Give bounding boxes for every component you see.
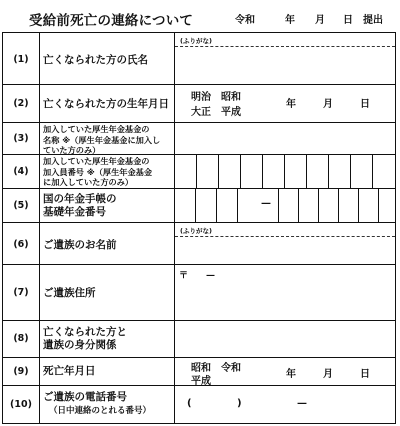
digit-box[interactable] [338,189,358,223]
row-number: (5) [13,200,29,211]
survivor-phone-label: ご遺族の電話番号 [43,391,127,403]
pension-number-dash: — [261,198,271,209]
digit-box[interactable] [174,189,195,223]
digit-box[interactable] [306,155,328,189]
row-number: (7) [13,287,29,298]
furigana-label: (ふりがな) [180,227,212,235]
month-label: 月 [315,15,325,26]
digit-box[interactable] [284,155,306,189]
furigana-label: (ふりがな) [180,37,212,45]
row-death-date [3,357,395,386]
row-number: (2) [13,98,29,109]
death-date-label: 死亡年月日 [43,365,96,377]
digit-box[interactable] [218,155,240,189]
era-options-bottom: 平成 [191,376,211,387]
era-options-top: 昭和 令和 [191,363,241,374]
era-options-bottom: 大正 平成 [191,107,241,118]
phone-open-paren: ( [187,398,192,409]
postal-code-mark: 〒 — [179,271,216,281]
row-pension-fund-name [3,122,395,155]
digit-box[interactable] [196,155,218,189]
row-deceased-birthdate [3,84,395,123]
day-label: 日 [343,15,353,26]
reiwa-label: 令和 [235,15,255,26]
member-number-digit-boxes[interactable] [174,155,395,189]
survivor-phone-field[interactable] [176,388,393,422]
basic-pension-number-boxes[interactable] [174,189,395,223]
pension-member-number-label: 加入していた厚生年金基金の 加入員番号 ※（厚生年金基金 に加入していた方のみ） [43,156,153,187]
row-survivor-address [3,264,395,321]
relationship-label: 亡くなられた方と 遺族の身分関係 [43,326,127,351]
phone-sublabel: （日中連絡のとれる番号） [49,406,152,416]
row-number: (10) [10,399,32,410]
row-number: (8) [13,333,29,344]
row-number: (4) [13,166,29,177]
death-notification-form [2,32,396,424]
submit-label: 提出 [363,15,383,26]
digit-box[interactable] [298,189,318,223]
form-header [3,0,397,32]
survivor-address-field[interactable] [176,281,393,319]
day-label: 日 [360,99,370,110]
basic-pension-number-label: 国の年金手帳の 基礎年金番号 [43,193,117,218]
phone-dash: — [297,398,307,409]
deceased-name-field[interactable] [176,48,393,82]
row-number: (6) [13,239,29,250]
row-pension-member-number [3,154,395,189]
row-number: (9) [13,366,29,377]
digit-box[interactable] [195,189,216,223]
digit-box[interactable] [237,189,258,223]
digit-box[interactable] [262,155,284,189]
digit-box[interactable] [378,189,395,223]
phone-close-paren: ) [237,398,242,409]
pension-fund-name-field[interactable] [176,125,393,153]
month-label: 月 [323,99,333,110]
survivor-name-label: ご遺族のお名前 [43,239,117,251]
deceased-birthdate-label: 亡くなられた方の生年月日 [43,98,169,110]
digit-box[interactable] [350,155,372,189]
digit-box[interactable] [328,155,350,189]
row-number: (1) [13,54,29,65]
relationship-field[interactable] [176,323,393,356]
digit-box[interactable] [358,189,378,223]
survivor-name-field[interactable] [176,238,393,263]
year-label: 年 [285,15,295,26]
row-survivor-phone [3,385,395,424]
row-survivor-name [3,222,395,265]
row-deceased-name [3,33,395,84]
digit-box[interactable] [174,155,196,189]
digit-box[interactable] [372,155,395,189]
row-basic-pension-number [3,188,395,223]
digit-box[interactable] [240,155,262,189]
furigana-divider [175,236,395,237]
row-relationship [3,320,395,358]
digit-box[interactable] [318,189,338,223]
survivor-address-label: ご遺族住所 [43,287,96,299]
month-label: 月 [323,369,333,380]
furigana-divider [175,46,395,47]
year-label: 年 [286,99,296,110]
digit-box[interactable] [216,189,237,223]
digit-box[interactable] [278,189,298,223]
row-number: (3) [13,133,29,144]
pension-fund-name-label: 加入していた厚生年金基金の 名称 ※（厚生年金基金に加入し ていた方のみ） [43,124,161,155]
form-title: 受給前死亡の連絡について [29,13,194,29]
year-label: 年 [286,369,296,380]
submission-date [235,11,395,25]
era-options-top: 明治 昭和 [191,92,241,103]
day-label: 日 [360,369,370,380]
deceased-name-label: 亡くなられた方の氏名 [43,54,148,66]
